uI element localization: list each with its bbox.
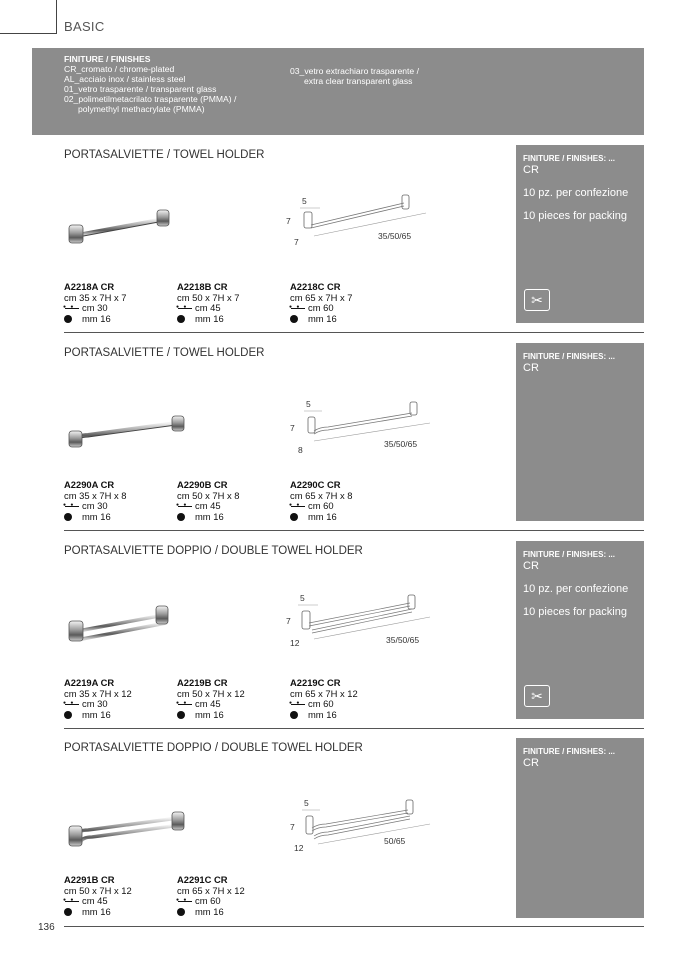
section-divider xyxy=(64,530,644,531)
span-icon xyxy=(177,897,193,905)
sidebar-packing-en: 10 pieces for packing xyxy=(523,210,627,222)
technical-drawing xyxy=(284,395,444,457)
product-diameter: mm 16 xyxy=(195,708,224,720)
product-photo xyxy=(68,810,192,850)
diameter-icon xyxy=(290,513,298,521)
span-icon xyxy=(177,304,193,312)
product-diameter: mm 16 xyxy=(82,312,111,324)
diameter-icon xyxy=(177,513,185,521)
span-icon xyxy=(64,502,80,510)
code-column xyxy=(290,480,402,522)
section-divider xyxy=(64,332,644,333)
finish-sidebar xyxy=(516,343,644,521)
code-column xyxy=(177,480,289,522)
sidebar-finish-value: CR xyxy=(523,164,539,176)
product-code: A2218A CR xyxy=(64,281,115,292)
code-column xyxy=(64,875,176,917)
dim-depth: 7 xyxy=(294,237,299,247)
finishes-column-2 xyxy=(290,66,419,86)
diameter-icon xyxy=(64,908,72,916)
product-span: cm 45 xyxy=(195,698,221,709)
dim-height: 7 xyxy=(286,216,291,226)
product-span: cm 30 xyxy=(82,698,108,709)
dim-lengths: 35/50/65 xyxy=(386,635,420,645)
diameter-icon xyxy=(290,711,298,719)
dim-height: 7 xyxy=(290,423,295,433)
diameter-icon xyxy=(290,315,298,323)
product-title: PORTASALVIETTE / TOWEL HOLDER xyxy=(64,149,265,161)
product-title: PORTASALVIETTE DOPPIO / DOUBLE TOWEL HOLDER xyxy=(64,545,363,557)
product-title: PORTASALVIETTE / TOWEL HOLDER xyxy=(64,347,265,359)
sidebar-finish-label: FINITURE / FINISHES: ... xyxy=(523,550,616,559)
diameter-icon xyxy=(177,908,185,916)
dim-depth: 12 xyxy=(294,843,304,853)
finishes-title: FINITURE / FINISHES xyxy=(64,54,151,64)
product-title: PORTASALVIETTE DOPPIO / DOUBLE TOWEL HOLDER xyxy=(64,742,363,754)
finish-item-continued: polymethyl methacrylate (PMMA) xyxy=(78,104,205,114)
code-column xyxy=(290,282,402,324)
product-span: cm 30 xyxy=(82,302,108,313)
product-code: A2219C CR xyxy=(290,677,341,688)
span-icon xyxy=(290,304,306,312)
product-dimensions: cm 50 x 7H x 12 xyxy=(177,687,245,699)
diameter-icon xyxy=(64,315,72,323)
product-span: cm 60 xyxy=(195,895,221,906)
footer-divider xyxy=(64,926,644,927)
product-diameter: mm 16 xyxy=(195,312,224,324)
sidebar-packing-it: 10 pz. per confezione xyxy=(523,583,629,595)
dim-depth: 8 xyxy=(298,445,303,455)
dim-top: 5 xyxy=(300,593,305,603)
product-dimensions: cm 50 x 7H x 7 xyxy=(177,291,240,303)
span-icon xyxy=(177,502,193,510)
finishes-column-1 xyxy=(64,54,236,114)
corner-mark-horizontal xyxy=(0,33,57,34)
sidebar-finish-label: FINITURE / FINISHES: ... xyxy=(523,352,616,361)
product-dimensions: cm 35 x 7H x 8 xyxy=(64,489,127,501)
span-icon xyxy=(177,700,193,708)
scissors-icon: ✂ xyxy=(524,685,550,707)
finish-item: 03_vetro extrachiaro trasparente / xyxy=(290,66,419,76)
product-code: A2291B CR xyxy=(64,874,115,885)
product-dimensions: cm 50 x 7H x 12 xyxy=(64,884,132,896)
product-span: cm 45 xyxy=(195,302,221,313)
product-diameter: mm 16 xyxy=(308,510,337,522)
code-column xyxy=(64,678,176,720)
product-diameter: mm 16 xyxy=(82,905,111,917)
product-dimensions: cm 35 x 7H x 12 xyxy=(64,687,132,699)
product-span: cm 60 xyxy=(308,500,334,511)
finish-item: AL_acciaio inox / stainless steel xyxy=(64,74,186,84)
code-column xyxy=(177,282,289,324)
product-span: cm 30 xyxy=(82,500,108,511)
product-code: A2219A CR xyxy=(64,677,115,688)
product-diameter: mm 16 xyxy=(82,708,111,720)
section-title: BASIC xyxy=(64,19,105,34)
span-icon xyxy=(64,897,80,905)
product-section-a2291 xyxy=(64,738,644,920)
sidebar-finish-label: FINITURE / FINISHES: ... xyxy=(523,747,616,756)
span-icon xyxy=(290,502,306,510)
product-span: cm 60 xyxy=(308,302,334,313)
sidebar-finish-label: FINITURE / FINISHES: ... xyxy=(523,154,616,163)
product-diameter: mm 16 xyxy=(308,312,337,324)
diameter-icon xyxy=(177,711,185,719)
dim-depth: 12 xyxy=(290,638,300,648)
product-dimensions: cm 65 x 7H x 7 xyxy=(290,291,353,303)
product-section-a2218 xyxy=(64,145,644,333)
product-code: A2290A CR xyxy=(64,479,115,490)
corner-mark-vertical xyxy=(56,0,57,34)
finish-item-continued: extra clear transparent glass xyxy=(304,76,413,86)
dim-lengths: 35/50/65 xyxy=(378,231,412,241)
product-code: A2290B CR xyxy=(177,479,228,490)
code-column xyxy=(177,678,289,720)
product-photo xyxy=(68,205,180,249)
page-number: 136 xyxy=(38,922,55,933)
product-code: A2290C CR xyxy=(290,479,341,490)
product-diameter: mm 16 xyxy=(195,510,224,522)
product-photo xyxy=(68,413,192,451)
dim-top: 5 xyxy=(302,196,307,206)
dim-top: 5 xyxy=(304,798,309,808)
code-column xyxy=(64,282,176,324)
product-dimensions: cm 65 x 7H x 12 xyxy=(177,884,245,896)
product-span: cm 60 xyxy=(308,698,334,709)
product-span: cm 45 xyxy=(82,895,108,906)
product-diameter: mm 16 xyxy=(82,510,111,522)
scissors-icon: ✂ xyxy=(524,289,550,311)
finishes-legend xyxy=(32,48,644,135)
sidebar-packing-it: 10 pz. per confezione xyxy=(523,187,629,199)
product-code: A2291C CR xyxy=(177,874,228,885)
product-dimensions: cm 65 x 7H x 8 xyxy=(290,489,353,501)
product-code: A2218B CR xyxy=(177,281,228,292)
dim-height: 7 xyxy=(290,822,295,832)
span-icon xyxy=(290,700,306,708)
technical-drawing xyxy=(284,589,444,651)
sidebar-packing-en: 10 pieces for packing xyxy=(523,606,627,618)
diameter-icon xyxy=(64,513,72,521)
span-icon xyxy=(64,304,80,312)
sidebar-finish-value: CR xyxy=(523,362,539,374)
sidebar-finish-value: CR xyxy=(523,560,539,572)
product-section-a2219 xyxy=(64,541,644,729)
finish-sidebar xyxy=(516,541,644,719)
finish-item: CR_cromato / chrome-plated xyxy=(64,64,175,74)
dim-lengths: 35/50/65 xyxy=(384,439,418,449)
code-column xyxy=(177,875,289,917)
product-dimensions: cm 65 x 7H x 12 xyxy=(290,687,358,699)
product-dimensions: cm 35 x 7H x 7 xyxy=(64,291,127,303)
product-section-a2290 xyxy=(64,343,644,531)
diameter-icon xyxy=(177,315,185,323)
section-divider xyxy=(64,728,644,729)
product-code: A2219B CR xyxy=(177,677,228,688)
code-column xyxy=(290,678,402,720)
dim-lengths: 50/65 xyxy=(384,836,406,846)
product-dimensions: cm 50 x 7H x 8 xyxy=(177,489,240,501)
diameter-icon xyxy=(64,711,72,719)
technical-drawing xyxy=(284,187,444,249)
technical-drawing xyxy=(284,794,444,856)
sidebar-finish-value: CR xyxy=(523,757,539,769)
finish-item: 01_vetro trasparente / transparent glass xyxy=(64,84,217,94)
product-diameter: mm 16 xyxy=(308,708,337,720)
code-column xyxy=(64,480,176,522)
product-span: cm 45 xyxy=(195,500,221,511)
dim-top: 5 xyxy=(306,399,311,409)
product-code: A2218C CR xyxy=(290,281,341,292)
dim-height: 7 xyxy=(286,616,291,626)
span-icon xyxy=(64,700,80,708)
product-diameter: mm 16 xyxy=(195,905,224,917)
finish-item: 02_polimetilmetacrilato trasparente (PMMA) / xyxy=(64,94,237,104)
finish-sidebar xyxy=(516,738,644,918)
finish-sidebar xyxy=(516,145,644,323)
product-photo xyxy=(68,603,180,647)
